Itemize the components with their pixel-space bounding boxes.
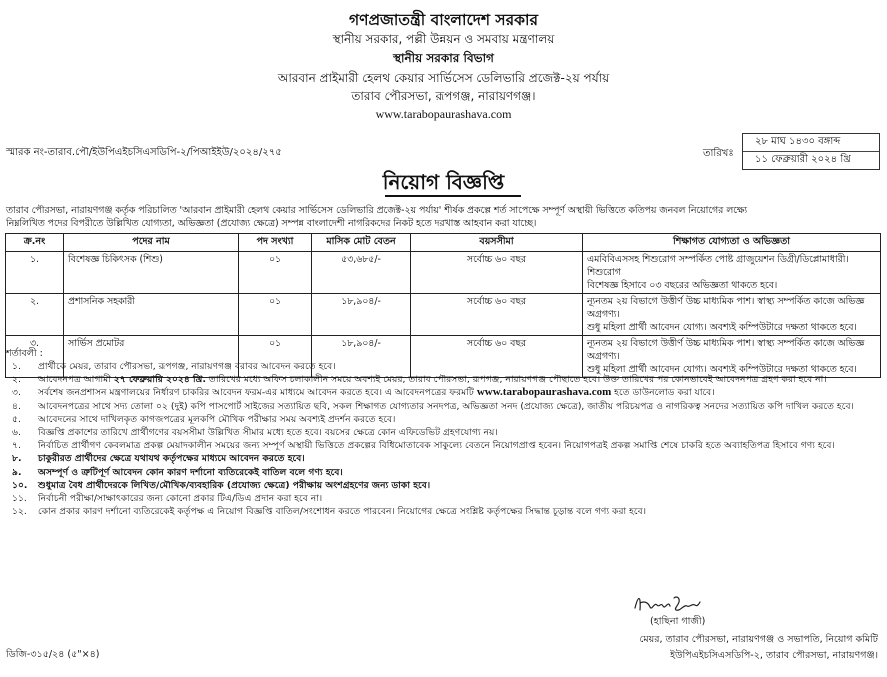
item-number: ১১. — [12, 493, 27, 505]
item-number: ৩. — [12, 387, 21, 399]
office-address: তারাব পৌরসভা, রূপগঞ্জ, নারায়ণগঞ্জ। — [351, 89, 536, 103]
govt-title: গণপ্রজাতন্ত্রী বাংলাদেশ সরকার — [348, 11, 539, 29]
memo-number: স্মারক নং-তারাব.পৌ/ইউপিএইচসিএসডিপি-২/পিআইইউ/২০২৪/২৭৫ — [6, 147, 282, 158]
cell-serial: ২. — [6, 294, 64, 336]
cell-serial: ৩. — [6, 336, 64, 378]
deadline-date: ২৭ ফেব্রুয়ারি ২০২৪ খ্রি. — [113, 374, 207, 386]
list-item — [12, 505, 874, 518]
list-item — [12, 400, 874, 413]
cell-salary: ১৮,৯০৪/- — [312, 336, 411, 378]
table-row — [6, 252, 881, 294]
item-text: কোন প্রকার কারণ দর্শানো ব্যতিরেকেই কর্তৃপক্ষ এ নিয়োগ বিজ্ঞপ্তি বাতিল/সংশোধন করতে পারবেন। নিয়োগের ক্ষেত্রে সংশ্লিষ্ট কর্তৃপক্ষের সিদ্ধান্ত চূড়ান্ত বলে গণ্য করা হবে। — [38, 506, 647, 518]
list-item — [12, 426, 874, 439]
date-english: ১১ ফেব্রুয়ারী ২০২৪ খ্রি — [755, 154, 851, 165]
cell-qualification — [583, 294, 881, 336]
table-header-row — [6, 234, 881, 252]
website-link[interactable]: www.tarabopaurashava.com — [375, 107, 512, 121]
conditions-list — [12, 360, 874, 518]
qualification-line: শুধু মহিলা প্রার্থী আবেদন যোগ্য। অবশ্যই কম্পিউটারে দক্ষতা থাকতে হবে। — [587, 364, 857, 375]
signatory-name: (হাছিনা গাজী) — [650, 616, 706, 627]
table-row — [6, 294, 881, 336]
signatory-designation: মেয়র, তারাব পৌরসভা, নারায়ণগঞ্জ ও সভাপতি, নিয়োগ কমিটি — [639, 634, 878, 645]
cell-age: সর্বোচ্চ ৬০ বছর — [411, 252, 583, 294]
list-item — [12, 413, 874, 426]
item-number: ৮. — [12, 453, 22, 465]
item-text: প্রার্থীকে মেয়র, তারাব পৌরসভা, রূপগঞ্জ, নারায়ণগঞ্জ বরাবর আবেদন করতে হবে। — [38, 361, 336, 372]
item-text: শুধুমাত্র বৈধ প্রার্থীদেরকে লিখিত/মৌখিক/ব্যবহারিক (প্রযোজ্য ক্ষেত্রে) পরীক্ষায় অংশগ্রহণের জন্য ডাকা হবে। — [38, 479, 431, 491]
list-item — [12, 373, 874, 386]
item-number: ৫. — [12, 413, 21, 425]
col-header-age: বয়সসীমা — [411, 234, 583, 252]
qualification-line: এমবিবিএসসহ শিশুরোগ সম্পর্কিত পোষ্ট গ্রাজুয়েশন ডিগ্রী/ডিপ্লোমাধারী। শিশুরোগ — [587, 254, 849, 278]
col-header-count: পদ সংখ্যা — [239, 234, 312, 252]
intro-paragraph — [6, 204, 874, 230]
qualification-line: শুধু মহিলা প্রার্থী আবেদন যোগ্য। অবশ্যই কম্পিউটারে দক্ষতা থাকতে হবে। — [587, 322, 857, 333]
item-text: আবেদনপত্রের সাথে সদ্য তোলা ০২ (দুই) কপি পাসপোর্ট সাইজের সত্যায়িত ছবি, সকল শিক্ষাগত যোগ্যতার সনদপত্র, অভিজ্ঞতা সনদ (প্রযোজ্য ক্ষেত্রে), জাতীয় পরিচয়পত্র ও নাগরিকত্ব সনদের সত্যায়িত কপি দাখিল করতে হবে। — [38, 400, 854, 412]
item-text — [38, 386, 874, 399]
col-header-post: পদের নাম — [64, 234, 239, 252]
item-text: নির্বাচিত প্রার্থীগণ কেবলমাত্র প্রকল্প মেয়াদকালীন সময়ের জন্য সম্পূর্ণ অস্থায়ী ভিত্তিতে প্রকল্পের বিধিমোতাবেক সাকুল্যে বেতনে নিয়োগপ্রাপ্ত হবেন। নিয়োগপত্রই প্রকল্প সমাপ্তি শেষে চাকরি হতে অব্যাহতিপত্র হিসাবে গণ্য হবে। — [38, 440, 835, 452]
signatory-office: ইউপিএইচসিএসডিপি-২, তারাব পৌরসভা, নারায়ণগঞ্জ। — [670, 650, 878, 661]
col-header-serial: ক্র.নং — [6, 234, 64, 252]
cell-post: সার্ভিস প্রমোটর — [64, 336, 239, 378]
list-item — [12, 479, 874, 492]
col-header-salary: মাসিক মোট বেতন — [312, 234, 411, 252]
cell-qualification — [583, 252, 881, 294]
cell-count: ০১ — [239, 336, 312, 378]
item-text — [38, 373, 874, 386]
cell-salary: ৫৩,৬৮৫/- — [312, 252, 411, 294]
date-label: তারিখঃ — [703, 148, 734, 159]
cell-age: সর্বোচ্চ ৬০ বছর — [411, 336, 583, 378]
project-name: আরবান প্রাইমারী হেলথ কেয়ার সার্ভিসেস ডেলিভারি প্রজেক্ট-২য় পর্যায় — [277, 71, 610, 85]
handwritten-signature — [632, 590, 702, 616]
list-item — [12, 452, 874, 465]
item-number: ১. — [12, 361, 21, 372]
item-text: চাকুরীরত প্রার্থীদের ক্ষেত্রে যথাযথ কর্তৃপক্ষের মাধ্যমে আবেদন করতে হবে। — [38, 453, 305, 465]
text-part: তারিখের মধ্যে অফিস চলাকালীন সময়ে অবশ্যই মেয়র, তারাব পৌরসভা, রূপগঞ্জ, নারায়ণগঞ্জ পৌছাতে হবে। উক্ত তারিখের পর কোনভাবেই আবেদনপত্র গ্রহণ করা হবে না। — [206, 374, 827, 386]
list-item — [12, 360, 874, 373]
qualification-line: বিশেষজ্ঞ হিসাবে ০৩ বছরের অভিজ্ঞতা থাকতে হবে। — [587, 280, 778, 291]
cell-age: সর্বোচ্চ ৬০ বছর — [411, 294, 583, 336]
division-name: স্থানীয় সরকার বিভাগ — [393, 51, 494, 65]
intro-line: তারাব পৌরসভা, নারায়ণগঞ্জ কর্তৃক পরিচালিত 'আরবান প্রাইমারী হেলথ কেয়ার সার্ভিসেস ডেলিভারি প্রজেক্ট-২য় পর্যায়' শীর্ষক প্রকল্পে শর্ত সাপেক্ষে সম্পূর্ণ অস্থায়ী ভিত্তিতে কতিপয় জনবল নিয়োগের লক্ষ্যে — [6, 205, 748, 216]
list-item — [12, 466, 874, 479]
date-bangla: ২৮ মাঘ ১৪৩০ বঙ্গাব্দ — [755, 136, 841, 147]
dg-code: ডিজি-৩১৫/২৪ (৫"×৪) — [6, 649, 100, 660]
conditions-heading: শর্তাবলী : — [6, 348, 43, 359]
item-number: ২. — [12, 374, 21, 386]
item-number: ১০. — [12, 479, 28, 491]
cell-salary: ১৮,৯০৪/- — [312, 294, 411, 336]
item-number: ৪. — [12, 400, 21, 412]
item-text: আবেদনের সাথে দাখিলকৃত কাগজপত্রের মূলকপি মৌখিক পরীক্ষার সময় অবশ্যই প্রদর্শন করতে হবে। — [38, 413, 396, 425]
title-underline — [385, 195, 521, 197]
page-title: নিয়োগ বিজ্ঞপ্তি — [382, 170, 505, 194]
text-part: আবেদনপত্র আগামী — [38, 374, 114, 386]
qualification-line: ন্যূনতম ২য় বিভাগে উত্তীর্ণ উচ্চ মাধ্যমিক পাশ। স্বাস্থ্য সম্পর্কিত কাজে অভিজ্ঞ অগ্রগণ্য। — [587, 338, 865, 362]
cell-post: বিশেষজ্ঞ চিকিৎসক (শিশু) — [64, 252, 239, 294]
list-item — [12, 439, 874, 452]
cell-count: ০১ — [239, 252, 312, 294]
item-number: ১২. — [12, 506, 27, 518]
intro-line: নিম্নলিখিত পদের বিপরীতে উল্লিখিত যোগ্যতা, অভিজ্ঞতা (প্রযোজ্য ক্ষেত্রে) সম্পন্ন বাংলাদেশী নাগরিকদের নিকট হতে দরখাস্ত আহবান করা যাচ্ছে। — [6, 218, 537, 229]
qualification-line: ন্যূনতম ২য় বিভাগে উত্তীর্ণ উচ্চ মাধ্যমিক পাশ। স্বাস্থ্য সম্পর্কিত কাজে অভিজ্ঞ অগ্রগণ্য। — [587, 296, 865, 320]
ministry-name: স্থানীয় সরকার, পল্লী উন্নয়ন ও সমবায় মন্ত্রণালয় — [332, 32, 555, 46]
item-text: অসম্পূর্ণ ও ত্রুটিপূর্ণ আবেদন কোন কারণ দর্শানো ব্যতিরেকেই বাতিল বলে গণ্য হবে। — [38, 466, 343, 478]
item-text: নির্বাচনী পরীক্ষা/সাক্ষাৎকারের জন্য কোনো প্রকার টিএ/ডিএ প্রদান করা হবে না। — [38, 493, 323, 505]
item-number: ৬. — [12, 427, 21, 439]
list-item — [12, 492, 874, 505]
list-item — [12, 386, 874, 399]
posts-table — [5, 233, 881, 378]
item-number: ৭. — [12, 440, 21, 452]
download-link[interactable]: www.tarabopaurashava.com — [476, 386, 612, 399]
text-part: হতে ডাউনলোড করা যাবে। — [611, 387, 715, 399]
cell-post: প্রশাসনিক সহকারী — [64, 294, 239, 336]
text-part: সর্বশেষ জনপ্রশাসন মন্ত্রণালয়ের নির্ধারণ চাকরির আবেদন ফরম-এর মাধ্যমে আবেদন করতে হবে। এ আবেদনপত্রের ফরমটি — [38, 387, 477, 399]
cell-count: ০১ — [239, 294, 312, 336]
cell-serial: ১. — [6, 252, 64, 294]
item-text: বিজ্ঞপ্তি প্রকাশের তারিখে প্রার্থীগণের বয়সসীমা উল্লিখিত সীমার মধ্যে হতে হবে। বয়সের ক্ষেত্রে কোন এফিডেভিট গ্রহণযোগ্য নয়। — [38, 427, 498, 439]
col-header-qualification: শিক্ষাগত যোগ্যতা ও অভিজ্ঞতা — [583, 234, 881, 252]
item-number: ৯. — [12, 466, 22, 478]
